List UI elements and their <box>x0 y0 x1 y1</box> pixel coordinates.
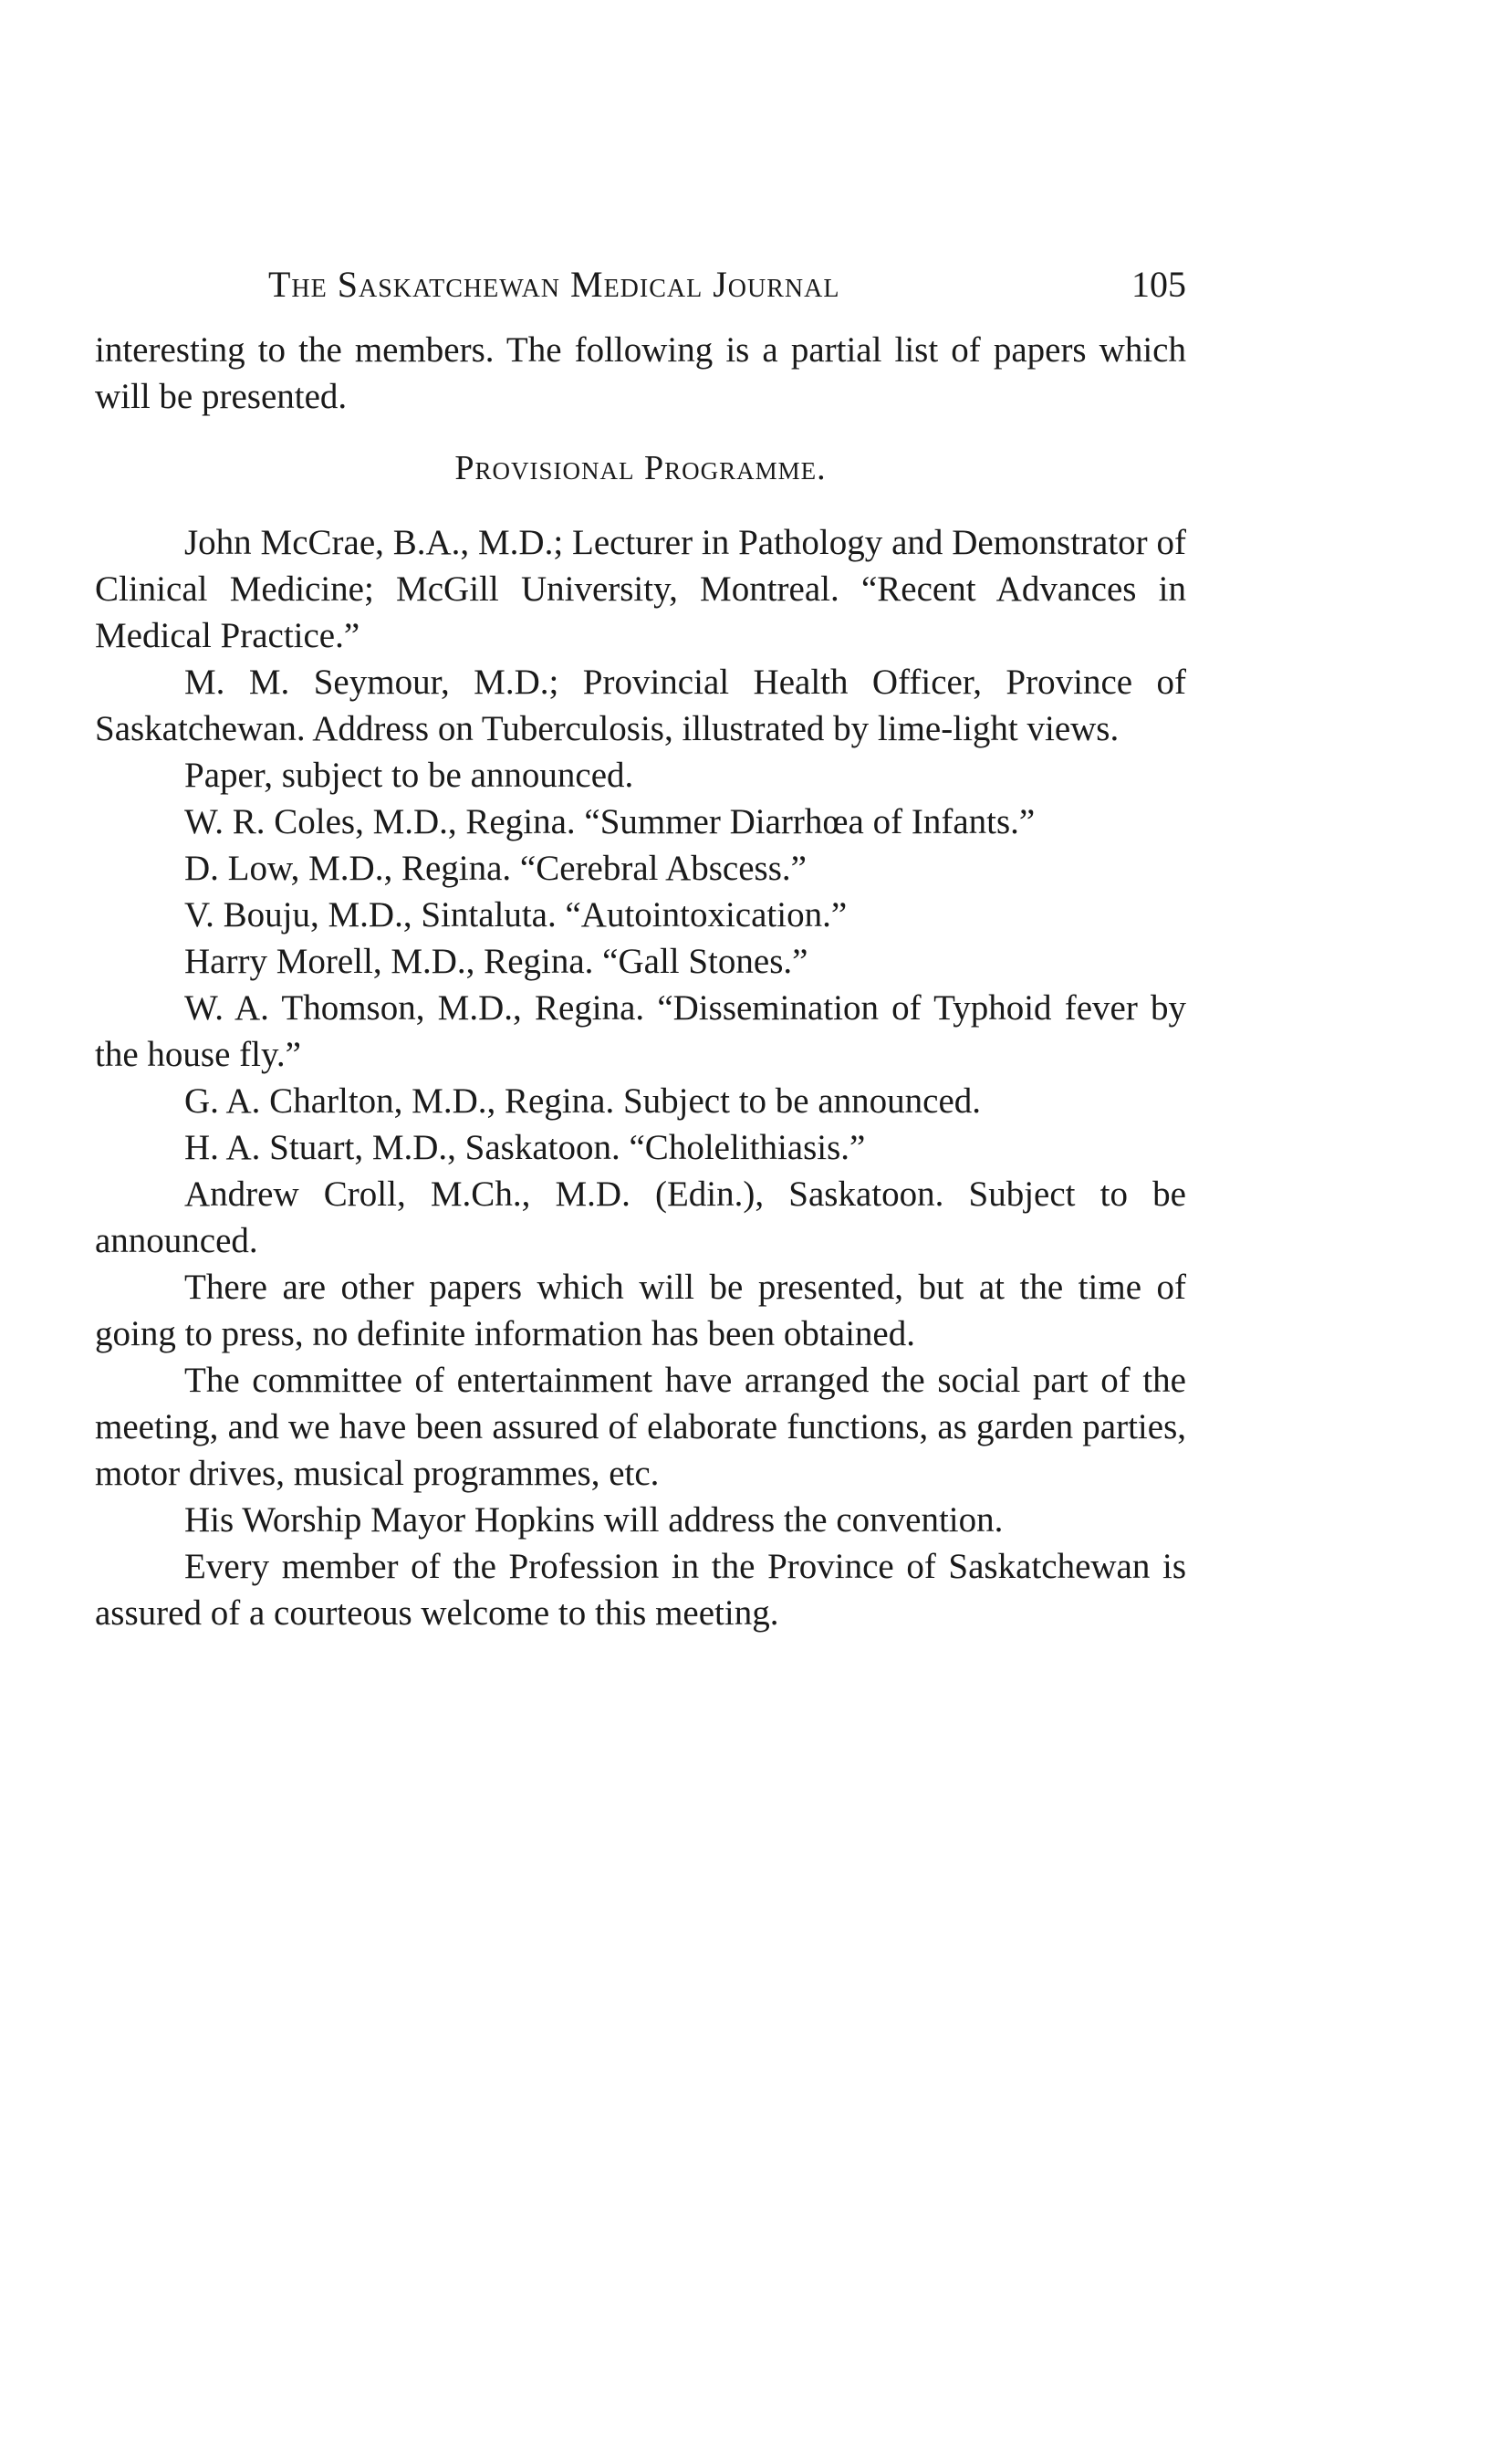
section-heading: Provisional Programme. <box>454 449 827 487</box>
program-entry: M. M. Seymour, M.D.; Provincial Health Officer, Province of Saskatchewan. Address on Tuberculosis, illustrated by lime-light views. <box>95 663 1186 748</box>
program-entry: Andrew Croll, M.Ch., M.D. (Edin.), Saskatoon. Subject to be announced. <box>95 1175 1186 1260</box>
body-paragraph: Every member of the Profession in the Province of Saskatchewan is assured of a courteous welcome to this meeting. <box>95 1547 1186 1633</box>
program-entry: Harry Morell, M.D., Regina. “Gall Stones.” <box>184 942 808 981</box>
body-paragraph: There are other papers which will be presented, but at the time of going to press, no definite information has been obtained. <box>95 1268 1186 1353</box>
program-entry: V. Bouju, M.D., Sintaluta. “Autointoxication.” <box>184 895 848 934</box>
body-paragraph: The committee of entertainment have arranged the social part of the meeting, and we have been assured of elaborate functions, as garden parties, motor drives, musical programmes, etc. <box>95 1361 1186 1493</box>
program-entry: John McCrae, B.A., M.D.; Lecturer in Pathology and Demonstrator of Clinical Medicine; McGill University, Montreal. “Recent Advances in Medical Practice.” <box>95 523 1186 655</box>
program-entry: W. R. Coles, M.D., Regina. “Summer Diarrhœa of Infants.” <box>184 802 1036 841</box>
program-entry: D. Low, M.D., Regina. “Cerebral Abscess.” <box>184 849 807 888</box>
running-header <box>95 256 1186 319</box>
page-number: 105 <box>1131 264 1186 305</box>
intro-paragraph: interesting to the members. The following is a partial list of papers which will be presented. <box>95 330 1186 416</box>
program-entry: G. A. Charlton, M.D., Regina. Subject to be announced. <box>184 1081 982 1121</box>
program-entry: Paper, subject to be announced. <box>184 756 634 795</box>
program-list <box>95 519 1186 1636</box>
running-title: The Saskatchewan Medical Journal <box>268 264 840 305</box>
body-paragraph: His Worship Mayor Hopkins will address the convention. <box>184 1500 1004 1540</box>
program-entry: H. A. Stuart, M.D., Saskatoon. “Cholelithiasis.” <box>184 1128 866 1167</box>
program-entry: W. A. Thomson, M.D., Regina. “Dissemination of Typhoid fever by the house fly.” <box>95 988 1186 1074</box>
text-block <box>95 256 1186 1636</box>
